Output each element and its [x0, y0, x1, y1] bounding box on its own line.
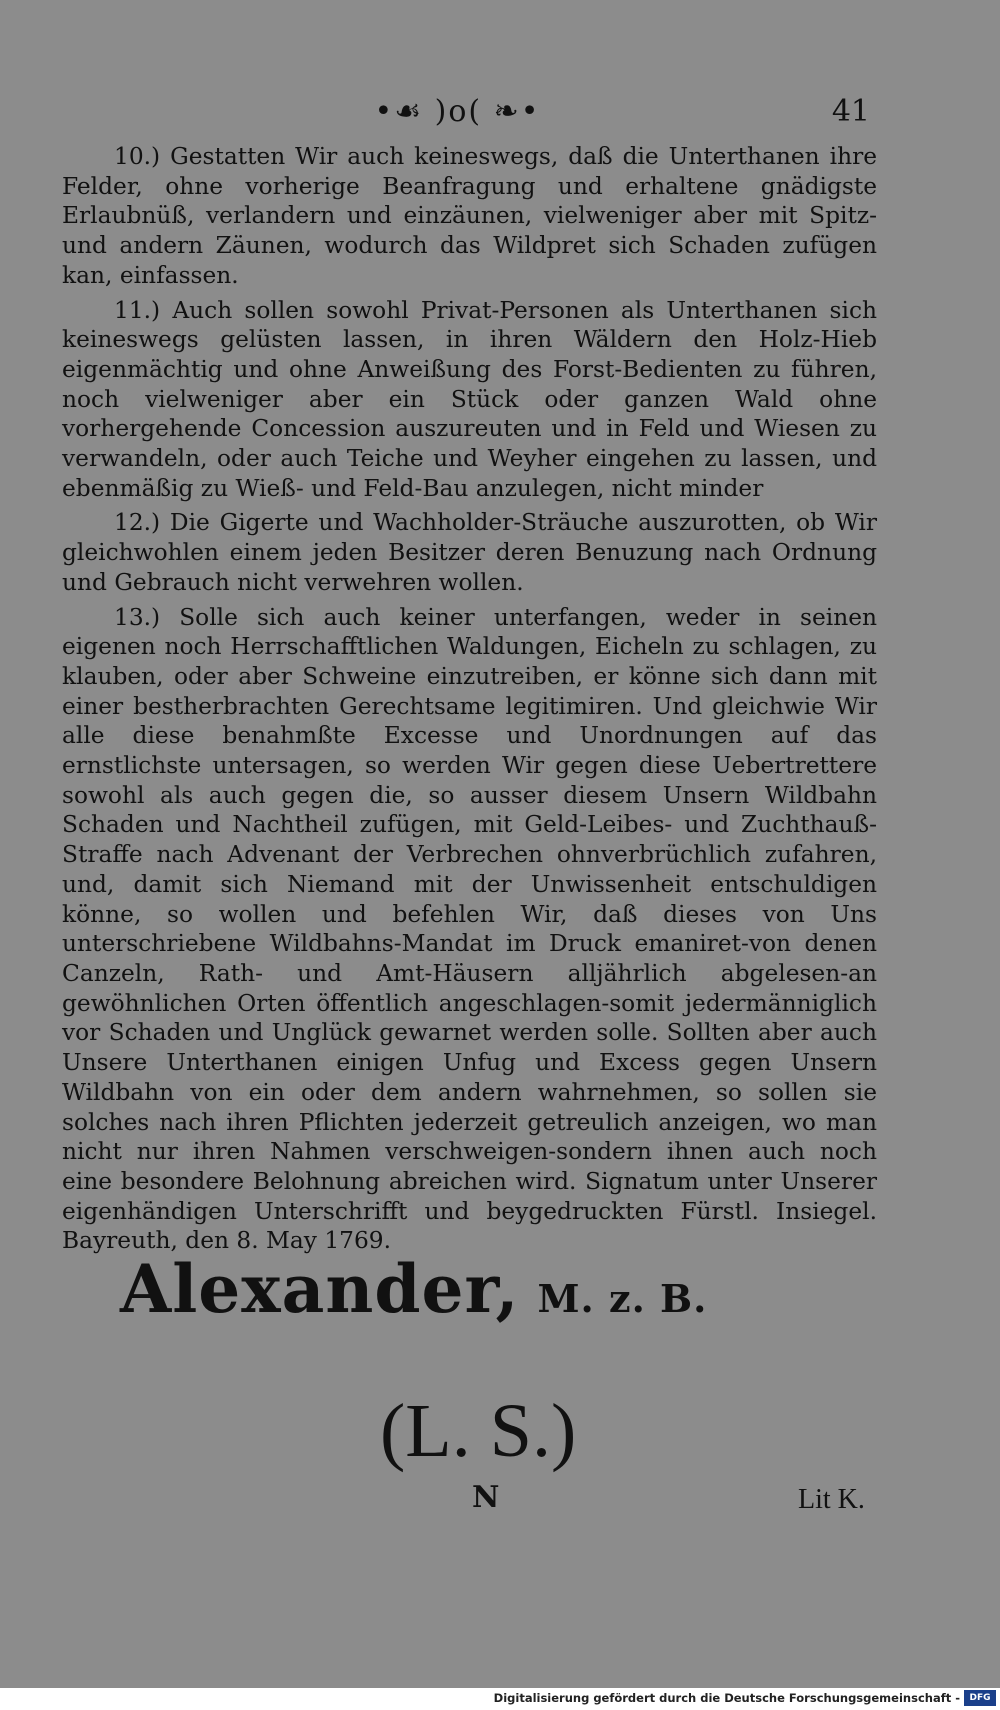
catchword: Lit K.: [798, 1484, 865, 1515]
seal-mark: (L. S.): [380, 1389, 577, 1473]
sheet-signature: N: [472, 1480, 500, 1515]
footer-bar: [0, 1688, 1000, 1710]
paragraph-12: 12.) Die Gigerte und Wachholder-Sträuche auszurotten, ob Wir gleichwohlen einem jeden Besitzer deren Benuzung nach Ordnung und Gebrauch nicht verwehren wollen.: [62, 509, 877, 596]
page-number: 41: [831, 94, 870, 129]
page-header: [0, 94, 1000, 134]
dfg-logo-icon: DFG: [964, 1690, 996, 1706]
signature: [120, 1250, 707, 1328]
paragraph-13: 13.) Solle sich auch keiner unterfangen, weder in seinen eigenen noch Herrschafftlichen Waldungen, Eicheln zu schlagen, zu klauben, oder aber Schweine einzutreiben, er könne sich dann mit einer bestherbrachten Gerechtsame legitimiren. Und gleichwie Wir alle diese benahmßte Excesse und Unordnungen auf das ernstlichste untersagen, so werden Wir gegen diese Uebertrettere sowohl als auch gegen die, so ausser diesem Unsern Wildbahn Schaden und Nachtheil zufügen, mit Geld-Leibes- und Zuchthauß-Straffe nach Advenant der Verbrechen ohnverbrüchlich zufahren, und, damit sich Niemand mit der Unwissenheit entschuldigen könne, so wollen und befehlen Wir, daß dieses von Uns unterschriebene Wildbahns-Mandat im Druck emaniret-von denen Canzeln, Rath- und Amt-Häusern alljährlich abgelesen-an gewöhnlichen Orten öffentlich angeschlagen-somit jedermänniglich vor Schaden und Unglück gewarnet werden solle. Sollten aber auch Unsere Unterthanen einigen Unfug und Excess gegen Unsern Wildbahn von ein oder dem andern wahrnehmen, so sollen sie solches nach ihren Pflichten jederzeit getreulich anzeigen, wo man nicht nur ihren Nahmen verschweigen-sondern ihnen auch noch eine besondere Belohnung abreichen wird. Signatum unter Unserer eigenhändigen Unterschrifft und beygedruckten Fürstl. Insiegel. Bayreuth, den 8. May 1769.: [62, 603, 877, 1255]
paragraph-11: 11.) Auch sollen sowohl Privat-Personen als Unterthanen sich keineswegs gelüsten lassen, in ihren Wäldern den Holz-Hieb eigenmächtig und ohne Anweißung des Forst-Bedienten zu führen, noch vielweniger aber ein Stück oder ganzen Wald ohne vorhergehende Concession auszureuten und in Feld und Wiesen zu verwandeln, oder auch Teiche und Weyher eingehen zu lassen, und ebenmäßig zu Wieß- und Feld-Bau anzulegen, nicht minder: [62, 296, 877, 502]
body-text: [62, 142, 877, 1261]
paragraph-10: 10.) Gestatten Wir auch keineswegs, daß die Unterthanen ihre Felder, ohne vorherige Beanfragung und erhaltene gnädigste Erlaubnüß, verlandern und einzäunen, vielweniger aber mit Spitz- und andern Zäunen, wodurch das Wildpret sich Schaden zufügen kan, einfassen.: [62, 143, 877, 289]
header-ornament: •☙ )o( ❧•: [374, 94, 541, 129]
signature-suffix: M. z. B.: [537, 1276, 708, 1321]
signature-name: Alexander,: [120, 1250, 520, 1328]
footer-credit: Digitalisierung gefördert durch die Deutsche Forschungsgemeinschaft -: [493, 1691, 960, 1705]
